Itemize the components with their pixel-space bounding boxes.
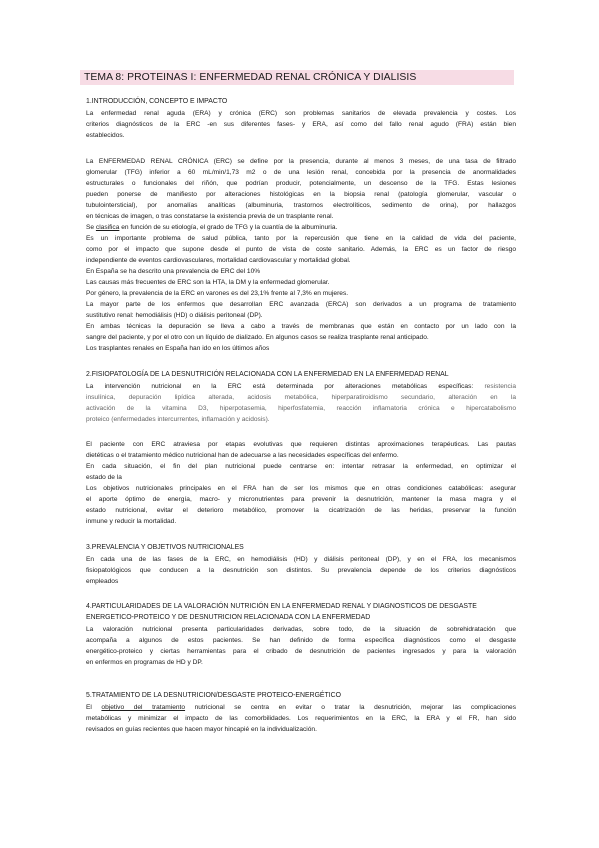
s2-p4-line: inmune y reducir la mortalidad. — [86, 518, 177, 525]
s1-p7-line: sustitutivo renal: hemodiálisis (HD) o diálisis peritoneal (DP). — [86, 312, 263, 319]
s2-p4-line: el aporte óptimo de energía, macro- y micronutrientes para prevenir la desnutrición, mantener la masa magra y el — [86, 496, 516, 503]
s2-p1-grey-line: proteico (enfermedades intercurrentes, inflamación y acidosis). — [86, 416, 270, 423]
text-run: La intervención nutricional en la ERC está determinada por alteraciones metabólicas específicas: — [86, 383, 474, 390]
section-3-heading: 3.PREVALENCIA Y OBJETIVOS NUTRICIONALES — [86, 544, 244, 551]
s4-p1-line: energético-proteico y ciertas herramientas para el cribado de desnutrición de pacientes ingresados y para la valoración — [86, 648, 516, 655]
text-run: El — [86, 704, 102, 711]
s2-p4-line: estado nutricional, evitar el deterioro metabólico, promover la cicatrización de las heridas, preservar la función — [86, 507, 516, 514]
s2-p3-line: En cada situación, el fin del plan nutricional puede centrarse en: intentar retrasar la enfermedad, en optimizar el — [86, 463, 516, 470]
grey-text-run: resistencia — [484, 383, 516, 390]
s1-clasifica-line — [86, 222, 516, 233]
text-run: Se — [86, 224, 96, 231]
s1-p5: Las causas más frecuentes de ERC son la HTA, la DM y la enfermedad glomerular. — [86, 279, 330, 286]
s1-p2-line: estructurales o funcionales del riñón, que podrían producir, potencialmente, un descenso de la TFG. Estas lesiones — [86, 180, 516, 187]
s1-p2-line: glomerular (TFG) inferior a 60 mL/min/1,73 m2 o de una lesión renal, concebida por la presencia de anormalidades — [86, 169, 516, 176]
s3-p1-line: fisiopatológicos que conducen a la desnutrición son distintos. Su prevalencia depende de los criterios diagnósticos — [86, 567, 516, 574]
s2-p3-line: estado de la — [86, 474, 122, 481]
s4-p1-line: La valoración nutricional presenta particularidades derivadas, sobre todo, de la situación de sobrehidratación que — [86, 626, 516, 633]
s1-p2-line: pueden ponerse de manifiesto por alteraciones histológicas en la biopsia renal (patología glomerular, vascular o — [86, 191, 516, 198]
s1-p1-line: La enfermedad renal aguda (ERA) y crónica (ERC) son problemas sanitarios de elevada prevalencia y costes. Los — [86, 110, 516, 117]
section-4-heading: 4.PARTICULARIDADES DE LA VALORACIÓN NUTRICIÓN EN LA ENFERMEDAD RENAL Y DIAGNOSTICOS DE DESGASTE — [86, 603, 477, 610]
s1-p2-line: tubulointersticial), por anomalías analíticas (albuminuria, trastornos electrolíticos, sedimento de orina), por hallazgos — [86, 202, 516, 209]
document-title: TEMA 8: PROTEINAS I: ENFERMEDAD RENAL CRÓNICA Y DIALISIS — [84, 72, 417, 83]
s5-p1-line — [86, 702, 516, 713]
s4-p1-line: en enfermos en programas de HD y DP. — [86, 659, 203, 666]
s1-p3-line: independiente de eventos cardiovasculares, mortalidad cardiovascular y mortalidad global. — [86, 257, 351, 264]
s1-p9: Los trasplantes renales en España han ido en los últimos años — [86, 345, 270, 352]
s5-p1-line: metabólicas y minimizar el impacto de las comorbilidades. Los requerimientos en la ERC, la ERA y el FR, han sido — [86, 715, 516, 722]
section-5-heading: 5.TRATAMIENTO DE LA DESNUTRICION/DESGASTE PROTEICO-ENERGÉTICO — [86, 692, 341, 699]
s1-p8-line: En ambas técnicas la depuración se lleva a cabo a través de membranas que están en contacto por un lado con la — [86, 323, 516, 330]
s1-p1-line: criterios diagnósticos de la ERC -en sus diferentes fases- y ERA, así como del fallo renal agudo (FRA) están bien — [86, 121, 516, 128]
section-4-heading: ENERGETICO-PROTEICO Y DE DESNUTRICION RELACIONADA CON LA ENFERMEDAD — [86, 614, 371, 621]
s2-p4-line: Los objetivos nutricionales principales en el FRA han de ser los mismos que en otras condiciones catabólicas: asegurar — [86, 485, 516, 492]
section-2-heading: 2.FISIOPATOLOGÍA DE LA DESNUTRICIÓN RELACIONADA CON LA ENFERMEDAD EN LA ENFERMEDAD RENAL — [86, 371, 449, 378]
s2-p2-line: El paciente con ERC atraviesa por etapas evolutivas que requieren distintas aproximaciones terapéuticas. Las pautas — [86, 441, 516, 448]
s1-p8-line: sangre del paciente, y por el otro con un líquido de dializado. En algunos casos se realiza trasplante renal anticipado. — [86, 334, 429, 341]
underlined-term: objetivo del tratamiento — [101, 704, 186, 711]
s3-p1-line: empleados — [86, 578, 119, 585]
s2-p1-line — [86, 381, 516, 392]
section-1-heading: 1.INTRODUCCIÓN, CONCEPTO E IMPACTO — [86, 98, 228, 105]
underlined-term: clasifica — [95, 224, 120, 231]
s2-p1-grey-line: activación de la vitamina D3, hiperpotasemia, hiperfosfatemia, reacción inflamatoria crónica e hipercatabolismo — [86, 405, 516, 412]
s1-p6: Por género, la prevalencia de la ERC en varones es del 23,1% frente al 7,3% en mujeres. — [86, 290, 349, 297]
s5-p1-line: revisados en guías recientes que hacen mayor hincapié en la individualización. — [86, 726, 317, 733]
s2-p2-line: dietéticas o el tratamiento médico nutricional han de adecuarse a las necesidades específicas del enfermo. — [86, 452, 399, 459]
s3-p1-line: En cada una de las fases de la ERC, en hemodiálisis (HD) y diálisis peritoneal (DP), y en el FRA, los mecanismos — [86, 556, 516, 563]
s4-p1-line: acompaña a algunos de estos pacientes. Se han definido de forma específica diagnósticos como el desgaste — [86, 637, 516, 644]
s1-p3-line: Es un importante problema de salud pública, tanto por la repercusión que tiene en la calidad de vida del paciente, — [86, 235, 516, 242]
text-run: en función de su etiología, el grado de TFG y la cuantía de la albuminuria. — [119, 224, 338, 231]
s1-p2-line: en técnicas de imagen, o tras constatarse la existencia previa de un trasplante renal. — [86, 213, 334, 220]
s1-p4: En España se ha descrito una prevalencia de ERC del 10% — [86, 268, 261, 275]
s2-p1-grey-line: insulínica, depuración lipídica alterada, acidosis metabólica, hiperparatiroidismo secundario, alteración en la — [86, 394, 516, 401]
s1-p2-line: La ENFERMEDAD RENAL CRÓNICA (ERC) se define por la presencia, durante al menos 3 meses, de una tasa de filtrado — [86, 158, 516, 165]
s1-p3-line: como por el impacto que supone desde el punto de vista de coste sanitario. Además, la ERC es un factor de riesgo — [86, 246, 516, 253]
s1-p7-line: La mayor parte de los enfermos que desarrollan ERC avanzada (ERCA) son derivados a un programa de tratamiento — [86, 301, 516, 308]
text-run: nutricional se centra en evitar o tratar la desnutrición, mejorar las complicaciones — [185, 704, 516, 711]
s1-p1-line: establecidos. — [86, 132, 125, 139]
